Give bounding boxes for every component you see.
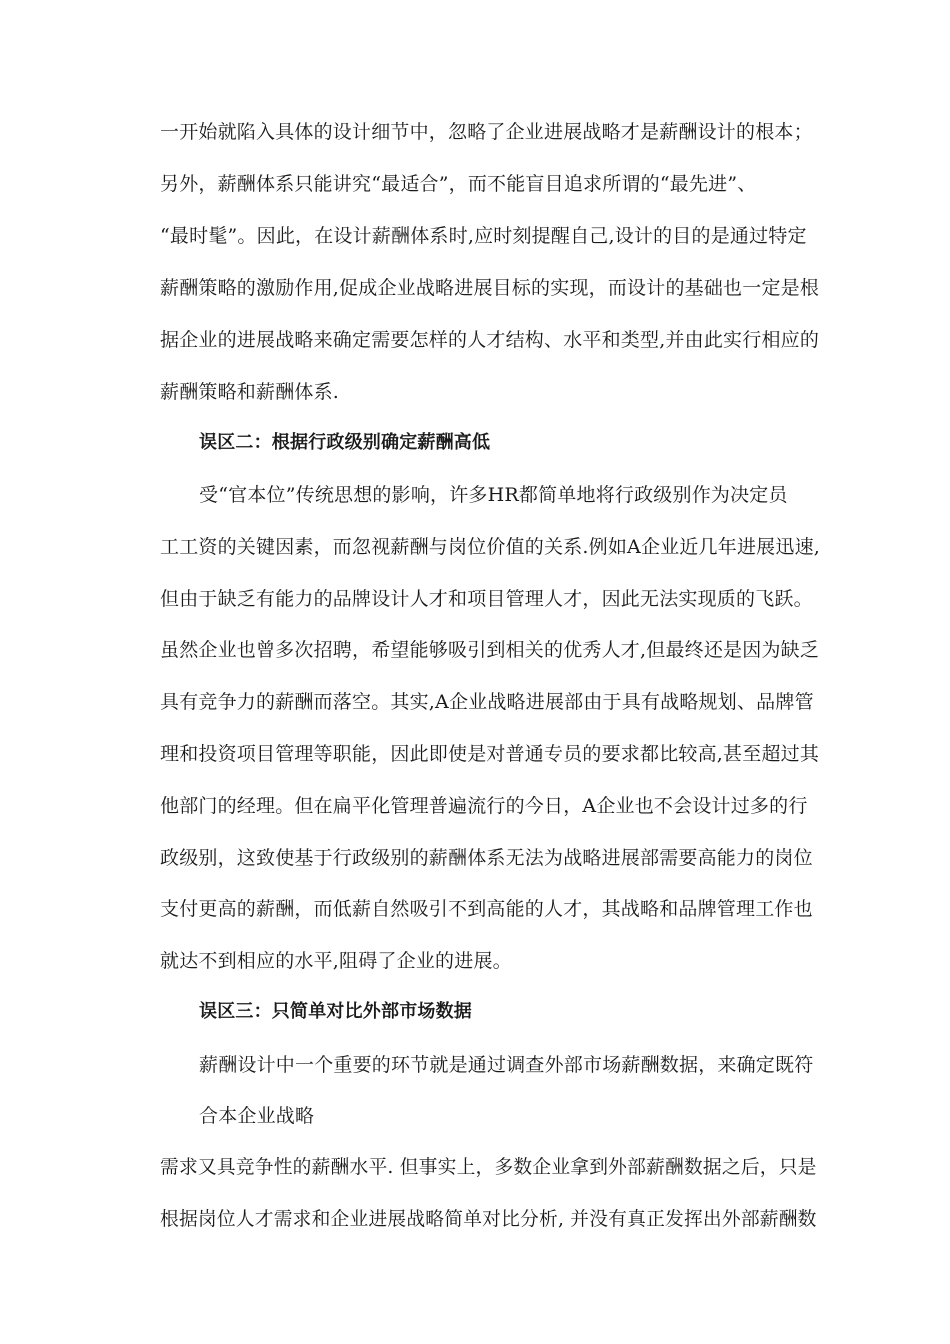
para2-line-1: 受“官本位”传统思想的影响，许多HR都简单地将行政级别作为决定员 [199, 484, 788, 506]
para3-line-2: 合本企业战略 [199, 1105, 315, 1127]
para2-line-10: 就达不到相应的水平,阻碍了企业的进展。 [160, 950, 512, 972]
para1-line-4: 薪酬策略的激励作用,促成企业战略进展目标的实现，而设计的基础也一定是根 [160, 277, 820, 299]
section-heading-2: 误区二：根据行政级别确定薪酬高低 [199, 432, 491, 453]
para2-line-6: 理和投资项目管理等职能，因此即使是对普通专员的要求都比较高,甚至超过其 [160, 743, 820, 765]
para1-line-1: 一开始就陷入具体的设计细节中，忽略了企业进展战略才是薪酬设计的根本； [160, 121, 813, 143]
para2-line-3: 但由于缺乏有能力的品牌设计人才和项目管理人才，因此无法实现质的飞跃。 [160, 588, 813, 610]
para3-line-1: 薪酬设计中一个重要的环节就是通过调查外部市场薪酬数据，来确定既符 [199, 1054, 814, 1076]
para3-line-3: 需求又具竞争性的薪酬水平. 但事实上，多数企业拿到外部薪酬数据之后，只是 [160, 1157, 817, 1178]
para2-line-4: 虽然企业也曾多次招聘，希望能够吸引到相关的优秀人才,但最终还是因为缺乏 [160, 639, 820, 661]
para1-line-6: 薪酬策略和薪酬体系. [160, 381, 340, 403]
para2-line-9: 支付更高的薪酬，而低薪自然吸引不到高能的人才，其战略和品牌管理工作也 [160, 898, 813, 920]
section-heading-3: 误区三：只简单对比外部市场数据 [199, 1001, 472, 1022]
para2-line-7: 他部门的经理。但在扁平化管理普遍流行的今日，A企业也不会设计过多的行 [160, 795, 808, 817]
para1-line-2: 另外，薪酬体系只能讲究“最适合”，而不能盲目追求所谓的“最先进”、 [160, 173, 757, 195]
para2-line-2: 工工资的关键因素，而忽视薪酬与岗位价值的关系.例如A企业近几年进展迅速, [160, 536, 821, 558]
para3-line-4: 根据岗位人才需求和企业进展战略简单对比分析, 并没有真正发挥出外部薪酬数 [160, 1209, 817, 1230]
para2-line-8: 政级别，这致使基于行政级别的薪酬体系无法为战略进展部需要高能力的岗位 [160, 847, 813, 869]
para1-line-5: 据企业的进展战略来确定需要怎样的人才结构、水平和类型,并由此实行相应的 [160, 329, 820, 351]
para1-line-3: “最时髦”。因此，在设计薪酬体系时,应时刻提醒自己,设计的目的是通过特定 [160, 225, 807, 247]
para2-line-5: 具有竞争力的薪酬而落空。其实,A企业战略进展部由于具有战略规划、品牌管 [160, 691, 814, 713]
